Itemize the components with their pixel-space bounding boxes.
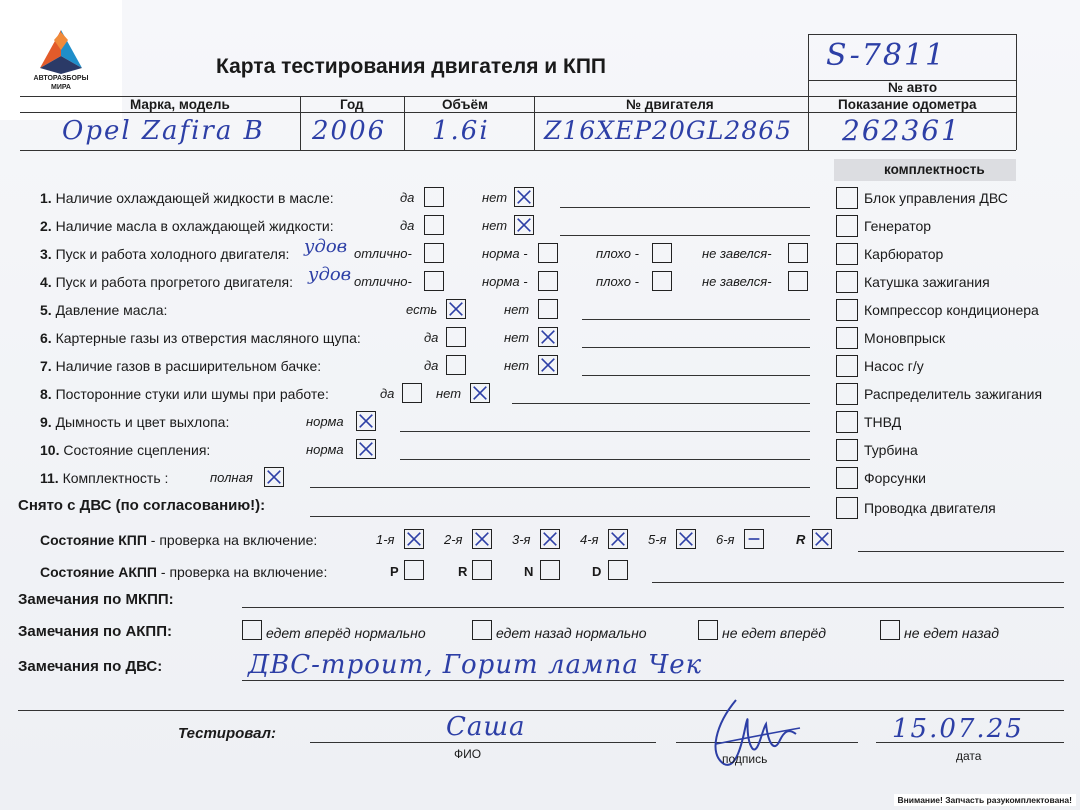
kit-checkbox-ps-pump[interactable] xyxy=(836,355,858,377)
kit-checkbox-tnvd[interactable] xyxy=(836,411,858,433)
dvs-remarks-text: ДВС-троит, Горит лампа Чек xyxy=(248,650,703,680)
question-4: 4. Пуск и работа прогретого двигателя: xyxy=(40,274,294,290)
q3-normal-checkbox[interactable] xyxy=(538,243,558,263)
car-number-value: S-7811 xyxy=(826,38,947,73)
q1-yes-label: да xyxy=(400,190,415,205)
q3-bad-label: плохо - xyxy=(596,246,639,261)
q6-no-label: нет xyxy=(504,330,530,345)
q4-nostart-label: не завелся- xyxy=(702,274,772,289)
question-7: 7. Наличие газов в расширительном бачке: xyxy=(40,358,322,374)
akpp-no-back-checkbox[interactable] xyxy=(880,620,900,640)
year-value: 2006 xyxy=(312,116,387,146)
odometer-label: Показание одометра xyxy=(838,97,977,112)
q1-no-label: нет xyxy=(482,190,508,205)
kit-item-wiring: Проводка двигателя xyxy=(864,500,996,516)
q3-bad-checkbox[interactable] xyxy=(652,243,672,263)
signature-label: подпись xyxy=(722,752,768,766)
tester-name: Саша xyxy=(446,712,526,742)
question-3: 3. Пуск и работа холодного двигателя: xyxy=(40,246,290,262)
q2-no-label: нет xyxy=(482,218,508,233)
logo-triangle-icon xyxy=(34,28,88,74)
kit-item-injectors: Форсунки xyxy=(864,470,926,486)
kit-checkbox-ecu[interactable] xyxy=(836,187,858,209)
gear-2-checkbox[interactable] xyxy=(472,529,492,549)
removed-from-engine-label: Снято с ДВС (по согласованию!): xyxy=(18,497,266,514)
q3-excellent-checkbox[interactable] xyxy=(424,243,444,263)
brand-value: Opel Zafira B xyxy=(62,116,265,146)
q9-normal-checkbox[interactable] xyxy=(356,411,376,431)
q10-normal-label: норма xyxy=(306,442,344,457)
gear-r-checkbox[interactable] xyxy=(812,529,832,549)
kit-item-carburetor: Карбюратор xyxy=(864,246,944,262)
q11-full-label: полная xyxy=(210,470,253,485)
q4-excellent-label: отлично- xyxy=(354,274,412,289)
gear-r-label: R xyxy=(796,532,806,547)
question-10: 10. Состояние сцепления: xyxy=(40,442,211,458)
q8-yes-checkbox[interactable] xyxy=(402,383,422,403)
mode-r-checkbox[interactable] xyxy=(472,560,492,580)
question-8: 8. Посторонние стуки или шумы при работе: xyxy=(40,386,329,402)
kit-item-ps-pump: Насос г/у xyxy=(864,358,924,374)
kit-checkbox-wiring[interactable] xyxy=(836,497,858,519)
q3-normal-label: норма - xyxy=(482,246,528,261)
kit-checkbox-ac-compressor[interactable] xyxy=(836,299,858,321)
q4-normal-label: норма - xyxy=(482,274,528,289)
q10-normal-checkbox[interactable] xyxy=(356,439,376,459)
kit-checkbox-generator[interactable] xyxy=(836,215,858,237)
question-1: 1. Наличие охлаждающей жидкости в масле: xyxy=(40,190,334,206)
q4-bad-label: плохо - xyxy=(596,274,639,289)
mode-p-checkbox[interactable] xyxy=(404,560,424,580)
kit-item-ac-compressor: Компрессор кондиционера xyxy=(864,302,1039,318)
q5-yes-checkbox[interactable] xyxy=(446,299,466,319)
gear-3-checkbox[interactable] xyxy=(540,529,560,549)
year-label: Год xyxy=(340,97,364,112)
q3-note: удов xyxy=(304,236,348,257)
q8-yes-label: да xyxy=(380,386,395,401)
q3-excellent-label: отлично- xyxy=(354,246,412,261)
q7-no-label: нет xyxy=(504,358,530,373)
brand-label: Марка, модель xyxy=(130,97,230,112)
kit-checkbox-distributor[interactable] xyxy=(836,383,858,405)
gear-3-label: 3-я xyxy=(512,532,531,547)
q6-yes-checkbox[interactable] xyxy=(446,327,466,347)
akpp-forward-ok-checkbox[interactable] xyxy=(242,620,262,640)
q3-nostart-label: не завелся- xyxy=(702,246,772,261)
kit-item-tnvd: ТНВД xyxy=(864,414,902,430)
engine-number-label: № двигателя xyxy=(626,97,714,112)
q5-yes-label: есть xyxy=(406,302,438,317)
kit-item-distributor: Распределитель зажигания xyxy=(864,386,1043,402)
question-5: 5. Давление масла: xyxy=(40,302,168,318)
volume-label: Объём xyxy=(442,97,488,112)
akpp-back-ok-checkbox[interactable] xyxy=(472,620,492,640)
gear-4-label: 4-я xyxy=(580,532,599,547)
date-value: 15.07.25 xyxy=(892,714,1024,744)
q4-bad-checkbox[interactable] xyxy=(652,271,672,291)
q7-yes-label: да xyxy=(424,358,439,373)
question-2: 2. Наличие масла в охлаждающей жидкости: xyxy=(40,218,334,234)
q3-nostart-checkbox[interactable] xyxy=(788,243,808,263)
kit-checkbox-injectors[interactable] xyxy=(836,467,858,489)
odometer-value: 262361 xyxy=(842,114,961,147)
q7-no-checkbox[interactable] xyxy=(538,355,558,375)
dvs-remarks-label: Замечания по ДВС: xyxy=(18,658,163,675)
q7-yes-checkbox[interactable] xyxy=(446,355,466,375)
q11-full-checkbox[interactable] xyxy=(264,467,284,487)
fio-label: ФИО xyxy=(454,747,482,761)
q2-no-checkbox[interactable] xyxy=(514,215,534,235)
gear-5-checkbox[interactable] xyxy=(676,529,696,549)
q5-no-label: нет xyxy=(504,302,530,317)
gear-5-label: 5-я xyxy=(648,532,667,547)
q2-yes-label: да xyxy=(400,218,415,233)
kit-checkbox-carburetor[interactable] xyxy=(836,243,858,265)
warning-note: Внимание! Запчасть разукомплектована! xyxy=(894,794,1076,806)
q1-no-checkbox[interactable] xyxy=(514,187,534,207)
gear-6-label: 6-я xyxy=(716,532,735,547)
q8-no-checkbox[interactable] xyxy=(470,383,490,403)
gear-2-label: 2-я xyxy=(444,532,463,547)
q8-no-label: нет xyxy=(436,386,462,401)
q4-normal-checkbox[interactable] xyxy=(538,271,558,291)
kit-checkbox-mono-injection[interactable] xyxy=(836,327,858,349)
q6-yes-label: да xyxy=(424,330,439,345)
mode-n-label: N xyxy=(524,564,534,579)
question-6: 6. Картерные газы из отверстия масляного щупа: xyxy=(40,330,361,346)
mode-d-label: D xyxy=(592,564,602,579)
q1-yes-checkbox[interactable] xyxy=(424,187,444,207)
q4-excellent-checkbox[interactable] xyxy=(424,271,444,291)
kit-item-mono-injection: Моновпрыск xyxy=(864,330,946,346)
gear-4-checkbox[interactable] xyxy=(608,529,628,549)
akpp-back-ok-label: едет назад нормально xyxy=(496,625,647,641)
kit-checkbox-turbo[interactable] xyxy=(836,439,858,461)
akpp-check-label: Состояние АКПП - проверка на включение: xyxy=(40,564,328,580)
logo-line1: АВТОРАЗБОРЫ xyxy=(33,75,89,82)
question-11: 11. Комплектность : xyxy=(40,470,169,486)
mode-d-checkbox[interactable] xyxy=(608,560,628,580)
car-number-label: № авто xyxy=(888,80,938,95)
kit-item-ignition-coil: Катушка зажигания xyxy=(864,274,990,290)
kit-item-generator: Генератор xyxy=(864,218,932,234)
question-9: 9. Дымность и цвет выхлопа: xyxy=(40,414,230,430)
company-logo xyxy=(0,0,122,120)
mode-r-label: R xyxy=(458,564,468,579)
kit-item-turbo: Турбина xyxy=(864,442,918,458)
q5-no-checkbox[interactable] xyxy=(538,299,558,319)
gear-1-label: 1-я xyxy=(376,532,395,547)
q4-note: удов xyxy=(308,264,352,285)
q6-no-checkbox[interactable] xyxy=(538,327,558,347)
akpp-no-back-label: не едет назад xyxy=(904,625,999,641)
kit-title: комплектность xyxy=(884,162,985,177)
gear-1-checkbox[interactable] xyxy=(404,529,424,549)
card-title: Карта тестирования двигателя и КПП xyxy=(216,55,607,78)
q2-yes-checkbox[interactable] xyxy=(424,215,444,235)
tested-by-label: Тестировал: xyxy=(178,725,276,742)
kit-item-ecu: Блок управления ДВС xyxy=(864,190,1008,206)
akpp-no-forward-label: не едет вперёд xyxy=(722,625,827,641)
akpp-remarks-label: Замечания по АКПП: xyxy=(18,623,172,640)
q4-nostart-checkbox[interactable] xyxy=(788,271,808,291)
akpp-no-forward-checkbox[interactable] xyxy=(698,620,718,640)
kit-checkbox-ignition-coil[interactable] xyxy=(836,271,858,293)
q9-normal-label: норма xyxy=(306,414,344,429)
volume-value: 1.6i xyxy=(432,116,490,146)
akpp-forward-ok-label: едет вперёд нормально xyxy=(266,625,426,641)
mode-n-checkbox[interactable] xyxy=(540,560,560,580)
mode-p-label: P xyxy=(390,564,399,579)
logo-line2: МИРА xyxy=(51,84,71,91)
mkpp-remarks-label: Замечания по МКПП: xyxy=(18,591,174,608)
kpp-check-label: Состояние КПП - проверка на включение: xyxy=(40,532,318,548)
date-label: дата xyxy=(956,749,982,763)
engine-number-value: Z16XEP20GL2865 xyxy=(544,116,793,145)
gear-6-checkbox[interactable] xyxy=(744,529,764,549)
